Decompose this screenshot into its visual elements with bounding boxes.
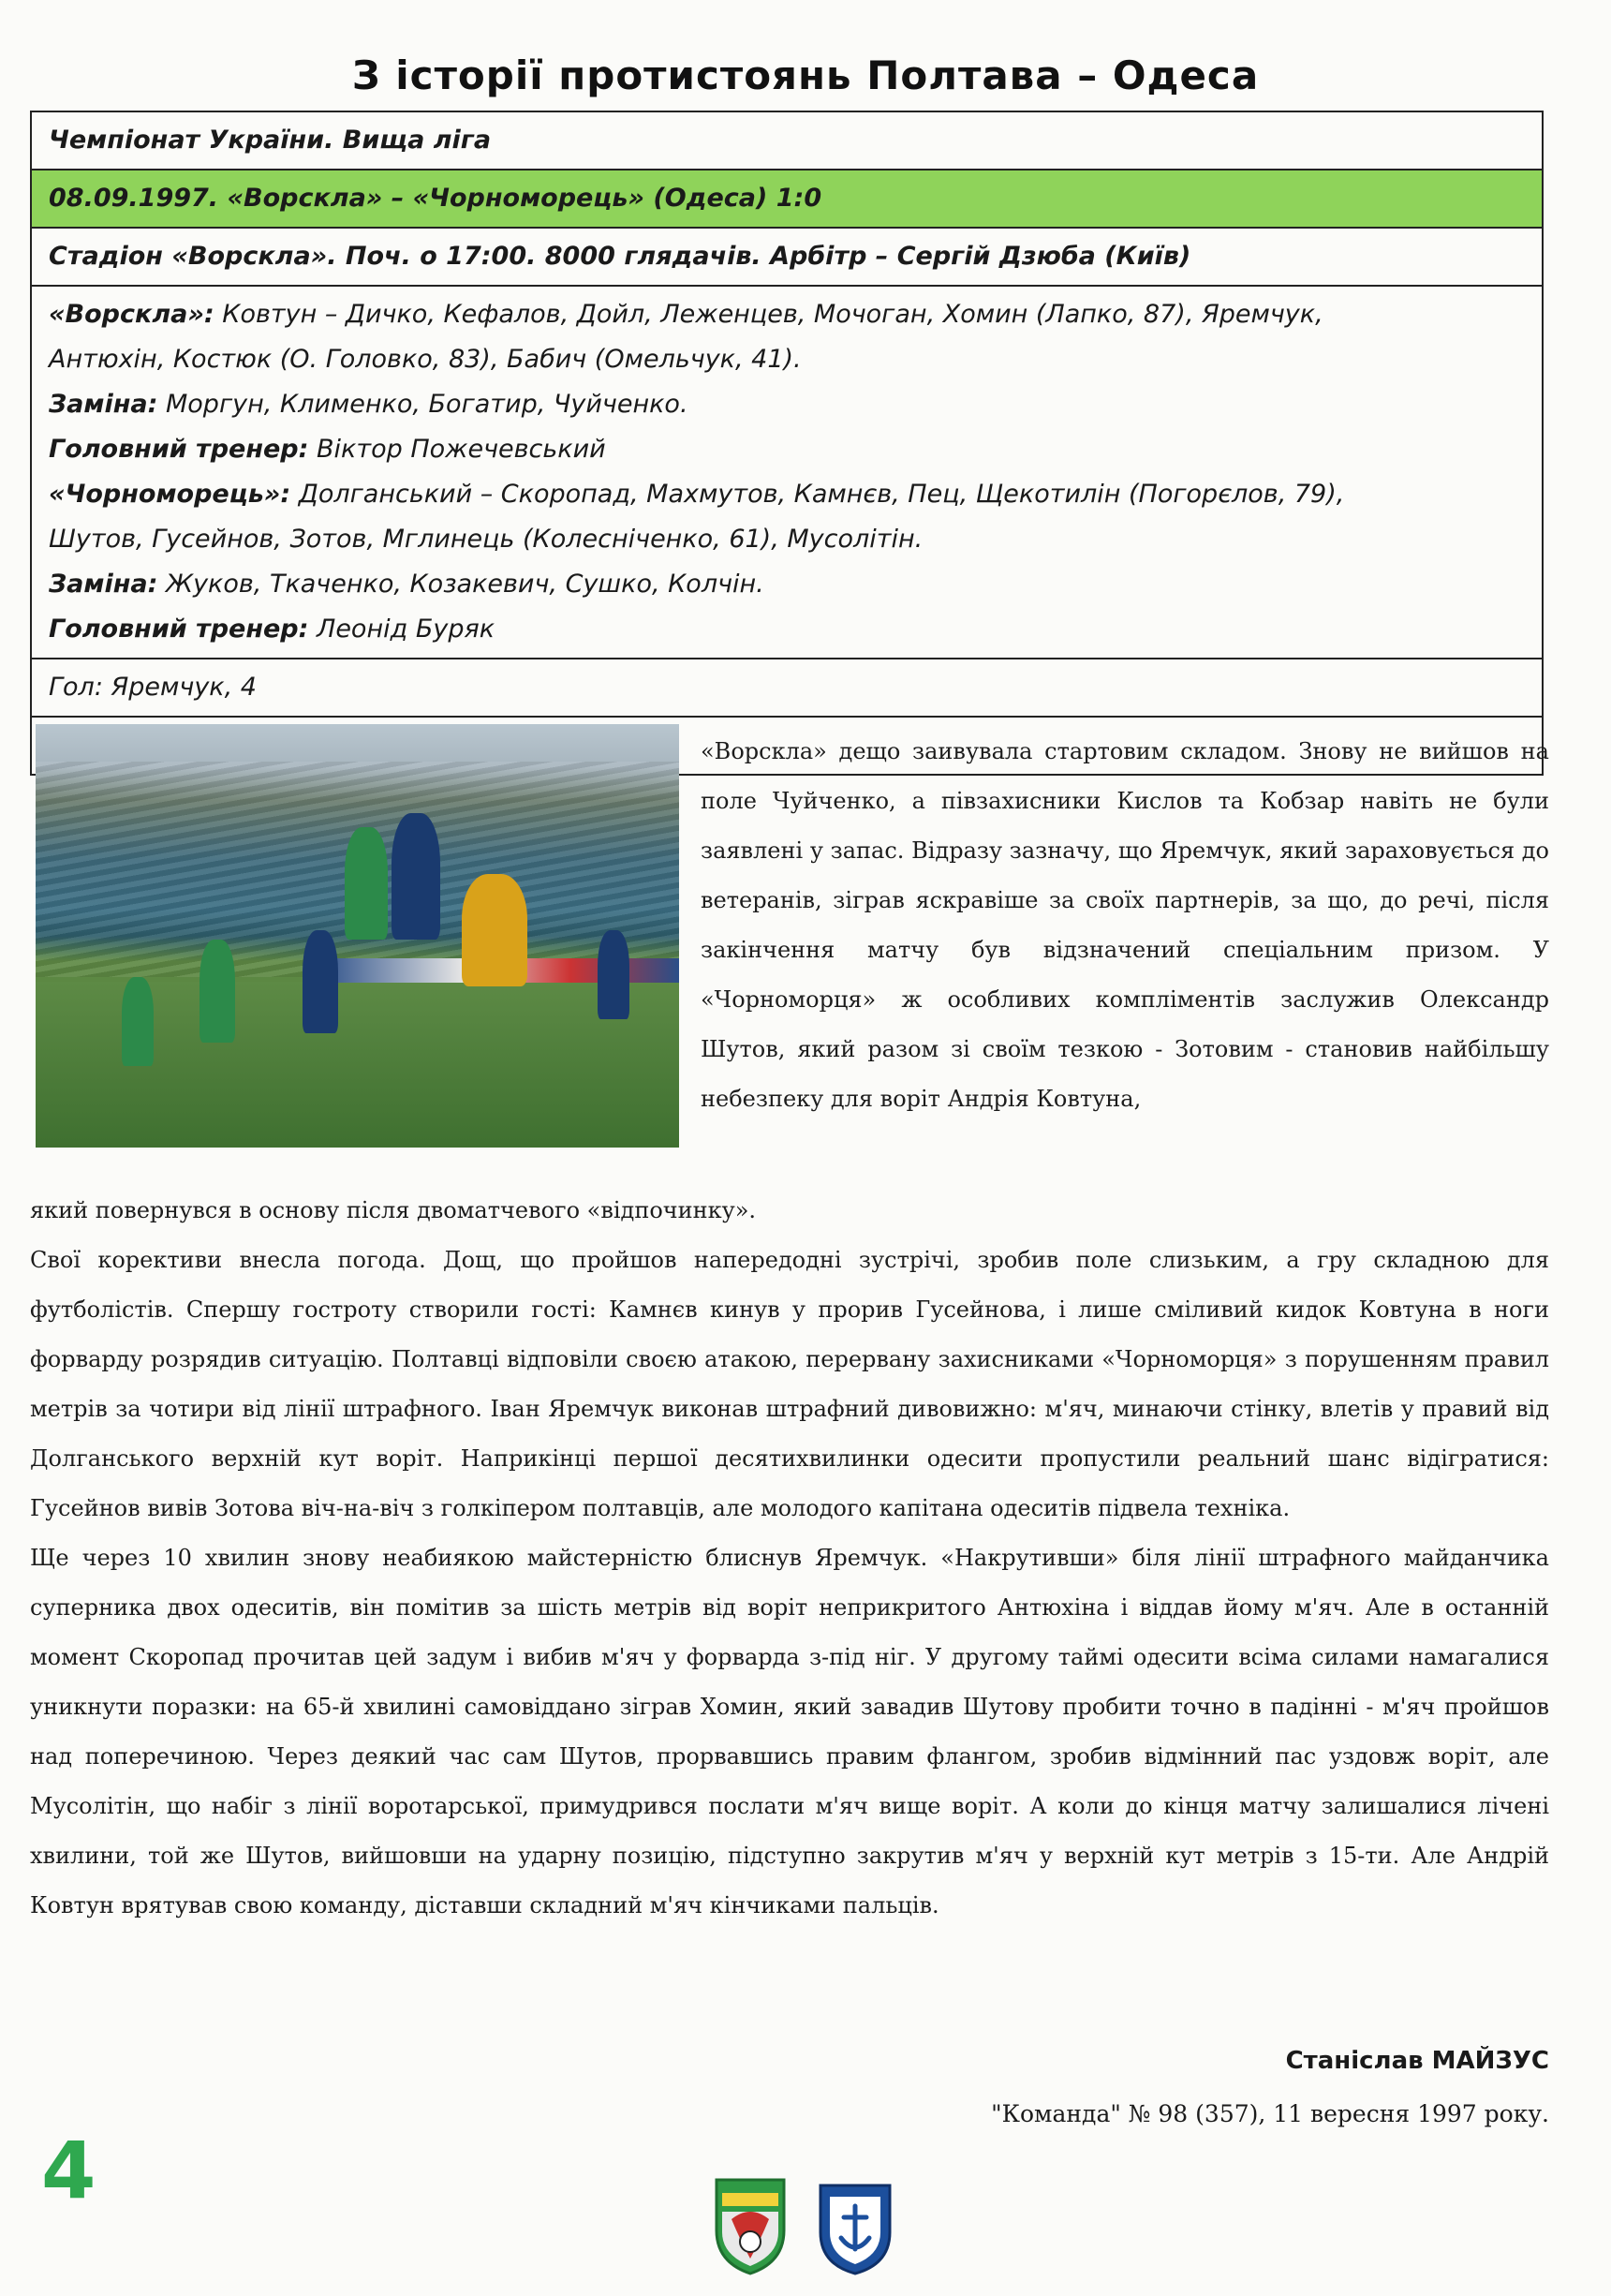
match-info-table — [30, 111, 1544, 776]
page-number: 4 — [41, 2125, 96, 2216]
away-lineup-text-2: Шутов, Гусейнов, Зотов, Мглинець (Колесніченко, 61), Мусолітін. — [49, 525, 924, 554]
lineups-row — [32, 287, 1542, 659]
away-team-label: «Чорноморець»: — [49, 480, 291, 509]
photo-player — [462, 874, 527, 986]
photo-player — [598, 930, 629, 1019]
vorskla-crest-icon — [709, 2176, 791, 2277]
article-paragraph-2: Свої корективи внесла погода. Дощ, що пройшов напередодні зустрічі, зробив поле слизьким, а гру складною для футболістів. Спершу гостроту створили гості: Камнєв кинув у прорив Гусейнова, і лише сміливий кидок Ковтуна в ноги форварду розрядив ситуацію. Полтавці відповіли своєю атакою, перервану захисниками «Чорноморця» з порушенням правил метрів за чотири від лінії штрафного. Іван Яремчук виконав штрафний дивовижно: м'яч, минаючи стінку, влетів у правий від Долганського верхній кут воріт. Наприкінці першої десятихвилинки одесити пропустили реальний шанс відігратися: Гусейнов вивів Зотова віч-на-віч з голкіпером полтавців, але молодого капітана одеситів підвела техніка. — [30, 1247, 1549, 1521]
photo-player — [392, 813, 440, 940]
home-coach-label: Головний тренер: — [49, 435, 309, 464]
home-subs-label: Заміна: — [49, 390, 158, 419]
home-subs-text: Моргун, Клименко, Богатир, Чуйченко. — [157, 390, 688, 419]
home-team-label: «Ворскла»: — [49, 300, 214, 329]
article-paragraph-1: «Ворскла» дещо заивувала стартовим складом. Знову не вийшов на поле Чуйченко, а півзахисники Кислов та Кобзар навіть не були заявлені у запас. Відразу зазначу, що Яремчук, який зараховується до ветеранів, зіграв яскравіше за своїх партнерів, за що, до речі, після закінчення матчу був відзначений спеціальним призом. У «Чорноморця» ж особливих компліментів заслужив Олександр Шутов, який разом зі своїм тезкою - Зотовим - становив найбільшу небезпеку для воріт Андрія Ковтуна, — [701, 738, 1549, 1112]
away-coach-line — [49, 607, 1525, 652]
home-lineup-line-2 — [49, 337, 1525, 382]
home-lineup-text-2: Антюхін, Костюк (О. Головко, 83), Бабич (Омельчук, 41). — [49, 345, 802, 374]
venue-row — [32, 229, 1542, 287]
photo-player — [200, 940, 235, 1043]
fixture-row — [32, 170, 1542, 229]
article-wrap-paragraph — [701, 727, 1549, 1124]
photo-player — [122, 977, 154, 1066]
home-subs-line — [49, 382, 1525, 427]
photo-player — [303, 930, 338, 1033]
away-subs-label: Заміна: — [49, 570, 158, 599]
photo-player — [345, 827, 388, 940]
home-lineup-line-1 — [49, 292, 1525, 337]
fixture-text: 08.09.1997. «Ворскла» – «Чорноморець» (Одеса) 1:0 — [49, 184, 822, 213]
goals-row — [32, 659, 1542, 718]
article-body — [30, 1186, 1549, 1931]
away-subs-text: Жуков, Ткаченко, Козакевич, Сушко, Колчін. — [157, 570, 764, 599]
competition-row — [32, 112, 1542, 170]
away-lineup-text-1: Долганський – Скоропад, Махмутов, Камнєв, Пец, Щекотилін (Погорєлов, 79), — [290, 480, 1345, 509]
home-coach-text: Віктор Пожечевський — [308, 435, 606, 464]
article-paragraph-1-tail: який повернувся в основу після двоматчевого «відпочинку». — [30, 1197, 757, 1223]
match-photo — [36, 724, 679, 1148]
away-lineup-line-2 — [49, 517, 1525, 562]
article-paragraph-3: Ще через 10 хвилин знову неабиякою майстерністю блиснув Яремчук. «Накрутивши» біля лінії штрафного майданчика суперника двох одеситів, він помітив за шість метрів від воріт неприкритого Антюхіна і віддав йому м'яч. Але в останній момент Скоропад прочитав цей задум і вибив м'яч у форварда з-під ніг. У другому таймі одесити всіма силами намагалися уникнути поразки: на 65-й хвилині самовіддано зіграв Хомин, який завадив Шутову пробити точно в падінні - м'яч пройшов над поперечиною. Через деякий час сам Шутов, прорвавшись правим флангом, зробив відмінний пас уздовж воріт, але Мусолітін, що набіг з лінії воротарської, примудрився послати м'яч вище воріт. А коли до кінця матчу залишалися лічені хвилини, той же Шутов, вийшовши на ударну позицію, підступно закрутив м'яч у верхній кут метрів з 15-ти. Але Андрій Ковтун врятував свою команду, діставши складний м'яч кінчиками пальців. — [30, 1545, 1549, 1918]
away-coach-text: Леонід Буряк — [308, 615, 495, 644]
away-coach-label: Головний тренер: — [49, 615, 309, 644]
home-lineup-text-1: Ковтун – Дичко, Кефалов, Дойл, Леженцев, Мочоган, Хомин (Лапко, 87), Яремчук, — [214, 300, 1323, 329]
away-lineup-line-1 — [49, 472, 1525, 517]
goals-text: Гол: Яремчук, 4 — [49, 673, 257, 702]
article-author: Станіслав МАЙЗУС — [1285, 2047, 1549, 2075]
home-coach-line — [49, 427, 1525, 472]
chornomorets-crest-icon — [811, 2180, 899, 2277]
article-source: "Команда" № 98 (357), 11 вересня 1997 року. — [991, 2100, 1549, 2127]
venue-text: Стадіон «Ворскла». Поч. о 17:00. 8000 глядачів. Арбітр – Сергій Дзюба (Київ) — [49, 242, 1191, 271]
page-title: З історії протистоянь Полтава – Одеса — [351, 52, 1260, 98]
away-subs-line — [49, 562, 1525, 607]
competition-text: Чемпіонат України. Вища ліга — [49, 126, 492, 155]
